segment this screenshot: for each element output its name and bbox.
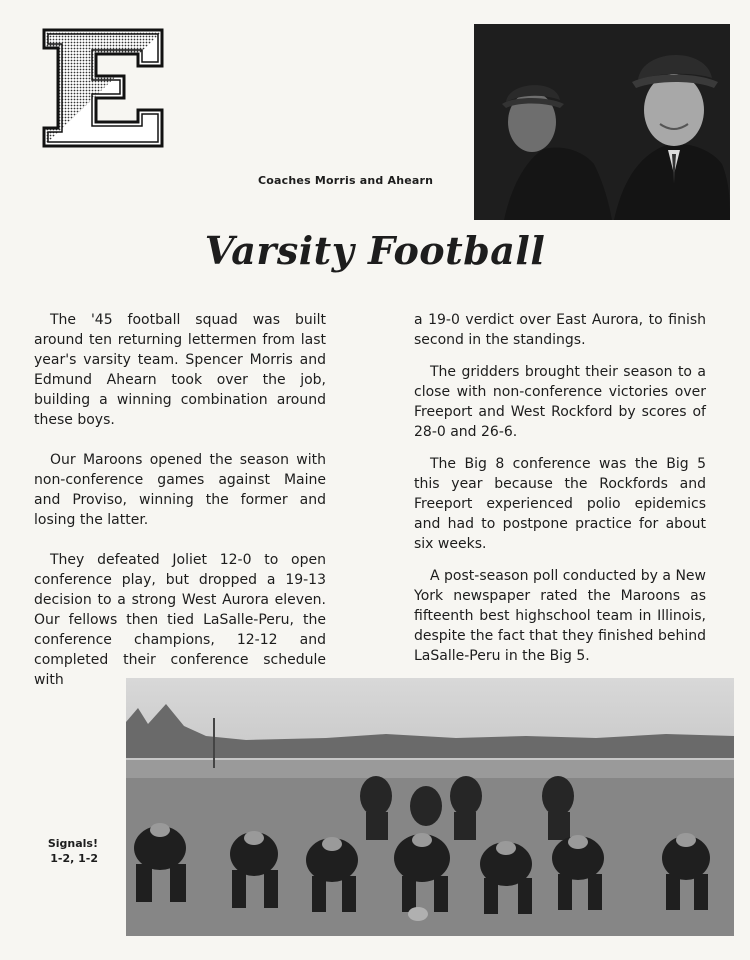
caption-line: Signals! — [47, 837, 98, 850]
caption-line: 1-2, 1-2 — [50, 852, 98, 865]
team-photo-caption — [36, 836, 98, 866]
block-letter-e — [40, 26, 168, 150]
article-paragraph: Our Maroons opened the season with non-conference games against Maine and Proviso, winning the former and losing the latter. — [34, 452, 326, 528]
coaches-photo — [474, 24, 730, 220]
article-paragraph: The Big 8 conference was the Big 5 this year because the Rockfords and Freeport experienced polio epidemics and had to postpone practice for about six weeks. — [414, 456, 706, 552]
article-paragraph: The gridders brought their season to a close with non-conference victories over Freeport and West Rockford by scores of 28-0 and 26-6. — [414, 364, 706, 440]
article-paragraph: a 19-0 verdict over East Aurora, to finish second in the standings. — [414, 312, 706, 348]
article-paragraph: A post-season poll conducted by a New York newspaper rated the Maroons as fifteenth best highschool team in Illinois, despite the fact that they finished behind LaSalle-Peru in the Big 5. — [414, 568, 706, 664]
coaches-caption: Coaches Morris and Ahearn — [258, 174, 434, 187]
team-photo — [126, 678, 734, 936]
coaches-photo-image — [474, 24, 730, 220]
article-right-column — [414, 310, 706, 678]
article-left-column — [34, 310, 326, 710]
article-paragraph: The '45 football squad was built around ten returning lettermen from last year's varsity team. Spencer Morris and Edmund Ahearn took over the job, building a winning combination around these boys. — [34, 312, 326, 428]
article-paragraph: They defeated Joliet 12-0 to open conference play, but dropped a 19-13 decision to a strong West Aurora eleven. Our fellows then tied LaSalle-Peru, the conference champions, 12-12 and completed their conference schedule with — [34, 552, 326, 688]
page-title: Varsity Football — [204, 228, 546, 273]
team-photo-image — [126, 678, 734, 936]
